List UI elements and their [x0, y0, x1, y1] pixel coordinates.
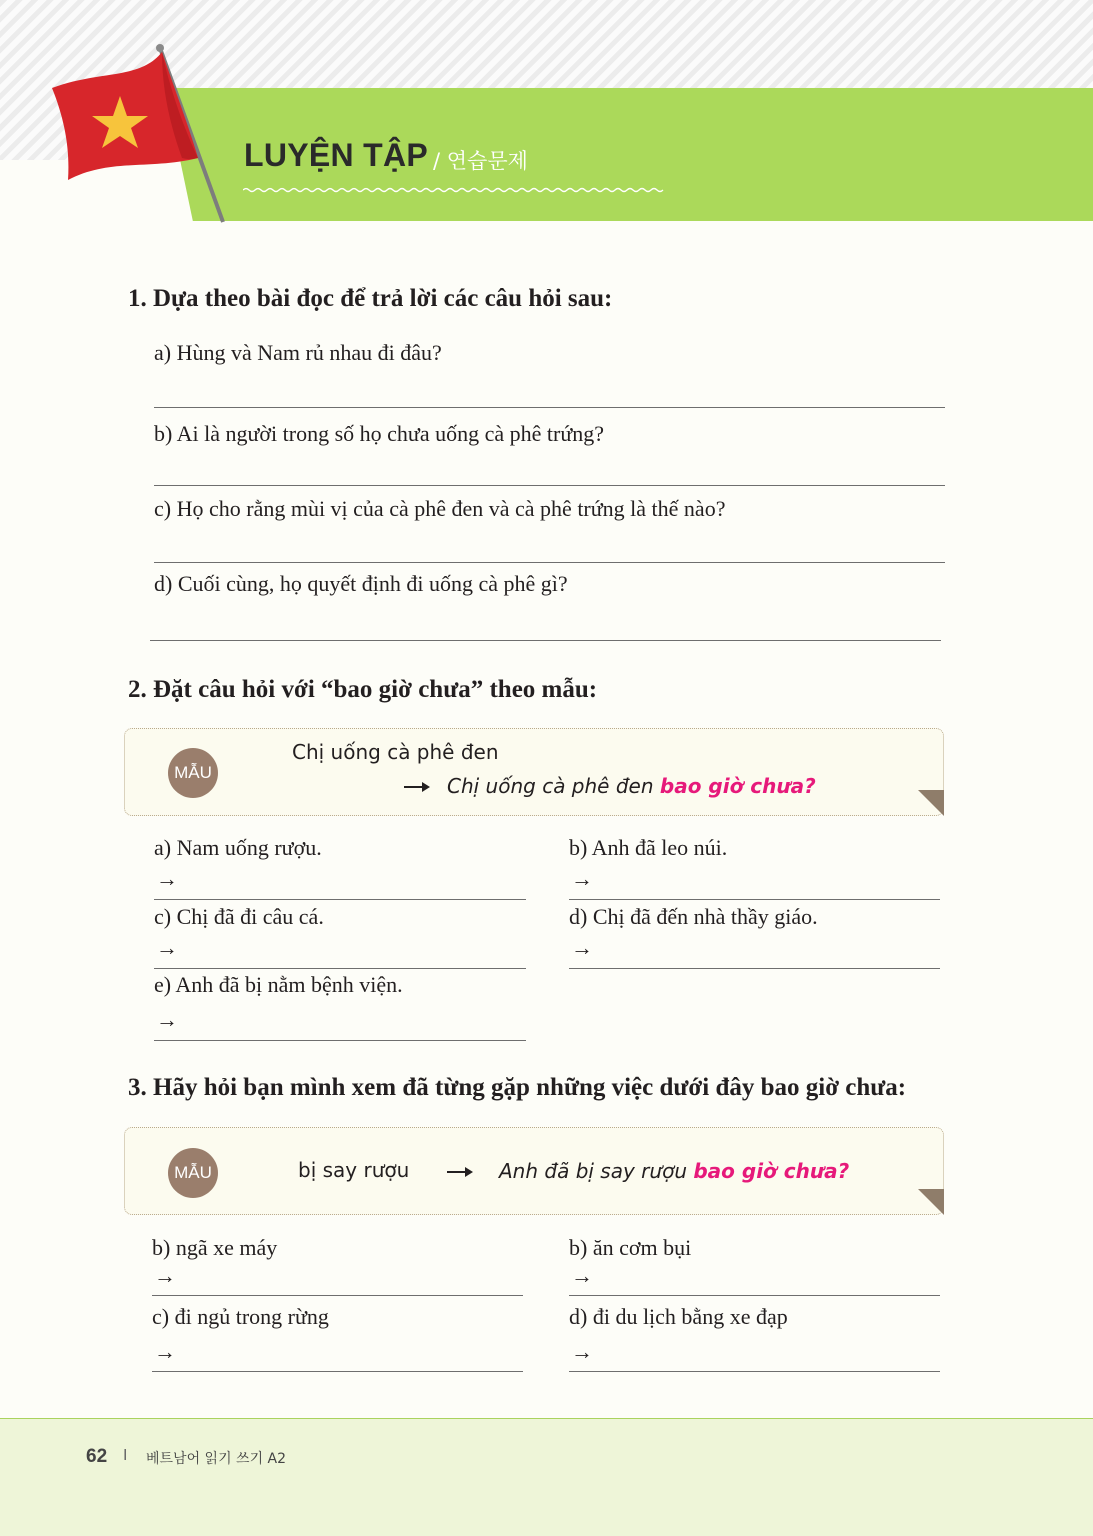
q2-arrow-d: →: [571, 935, 593, 960]
q3-sample-fold: [918, 1189, 944, 1215]
question-1-heading: 1. Dựa theo bài đọc để trả lời các câu hỏi sau:: [128, 285, 613, 312]
q2-item-c: c) Chị đã đi câu cá.: [154, 904, 324, 929]
q2-sample-prompt: Chị uống cà phê đen: [292, 740, 499, 764]
q2-item-e: e) Anh đã bị nằm bệnh viện.: [154, 972, 403, 997]
page-number: 62: [86, 1446, 108, 1467]
q2-sample-answer: [447, 774, 816, 798]
q3-sample-answer: [499, 1159, 849, 1183]
q2-arrow-e: →: [156, 1007, 178, 1032]
q2-sample-badge: MẪU: [168, 748, 218, 798]
page-title: LUYỆN TẬP: [244, 137, 429, 173]
q2-arrow-a: →: [156, 866, 178, 891]
q2-sample-arrow-icon: [404, 780, 430, 794]
q3-arrow-3: →: [154, 1339, 176, 1364]
q3-answer-line-4[interactable]: [569, 1371, 940, 1372]
q1-answer-line-b[interactable]: [154, 485, 945, 486]
q2-sample-answer-highlight: bao giờ chưa?: [659, 774, 816, 798]
q2-answer-line-c[interactable]: [154, 968, 526, 969]
question-2-heading: 2. Đặt câu hỏi với “bao giờ chưa” theo mẫu:: [128, 676, 598, 703]
q3-sample-prompt: bị say rượu: [298, 1158, 410, 1182]
vietnam-flag-icon: [40, 40, 240, 230]
q2-item-d: d) Chị đã đến nhà thầy giáo.: [569, 904, 818, 929]
q1-answer-line-a[interactable]: [154, 407, 945, 408]
question-3-heading: 3. Hãy hỏi bạn mình xem đã từng gặp những việc dưới đây bao giờ chưa:: [128, 1074, 907, 1101]
q2-item-b: b) Anh đã leo núi.: [569, 835, 728, 860]
q2-arrow-c: →: [156, 935, 178, 960]
q3-item-4: d) đi du lịch bằng xe đạp: [569, 1304, 788, 1329]
q3-arrow-4: →: [571, 1339, 593, 1364]
q3-sample-answer-plain: Anh đã bị say rượu: [499, 1159, 687, 1183]
q2-item-a: a) Nam uống rượu.: [154, 835, 322, 860]
q1-answer-line-d[interactable]: [150, 640, 941, 641]
q3-sample-badge: MẪU: [168, 1148, 218, 1198]
q2-answer-line-a[interactable]: [154, 899, 526, 900]
q3-sample-arrow-icon: [447, 1165, 473, 1179]
q3-item-2: b) ăn cơm bụi: [569, 1235, 692, 1260]
q1-item-a: a) Hùng và Nam rủ nhau đi đâu?: [154, 340, 442, 365]
q1-item-c: c) Họ cho rằng mùi vị của cà phê đen và cà phê trứng là thế nào?: [154, 496, 726, 521]
q2-answer-line-e[interactable]: [154, 1040, 526, 1041]
q2-answer-line-b[interactable]: [569, 899, 940, 900]
book-title: 베트남어 읽기 쓰기 A2: [146, 1451, 287, 1467]
q3-arrow-1: →: [154, 1263, 176, 1288]
q1-answer-line-c[interactable]: [154, 562, 945, 563]
q1-item-b: b) Ai là người trong số họ chưa uống cà phê trứng?: [154, 421, 605, 446]
footer-separator: I: [123, 1447, 128, 1464]
q3-arrow-2: →: [571, 1263, 593, 1288]
q1-item-d: d) Cuối cùng, họ quyết định đi uống cà phê gì?: [154, 571, 568, 596]
q2-sample-answer-plain: Chị uống cà phê đen: [447, 774, 654, 798]
q2-sample-fold: [918, 790, 944, 816]
q3-answer-line-1[interactable]: [152, 1295, 523, 1296]
q2-sample-box: [124, 728, 944, 816]
q2-answer-line-d[interactable]: [569, 968, 940, 969]
page-subtitle: / 연습문제: [433, 149, 528, 173]
q3-sample-answer-highlight: bao giờ chưa?: [693, 1159, 850, 1183]
q3-item-1: b) ngã xe máy: [152, 1235, 278, 1260]
page-footer: [0, 1418, 1093, 1536]
q3-answer-line-2[interactable]: [569, 1295, 940, 1296]
q2-arrow-b: →: [571, 866, 593, 891]
q3-item-3: c) đi ngủ trong rừng: [152, 1304, 329, 1329]
title-wavy-underline: [243, 186, 668, 194]
q3-answer-line-3[interactable]: [152, 1371, 523, 1372]
